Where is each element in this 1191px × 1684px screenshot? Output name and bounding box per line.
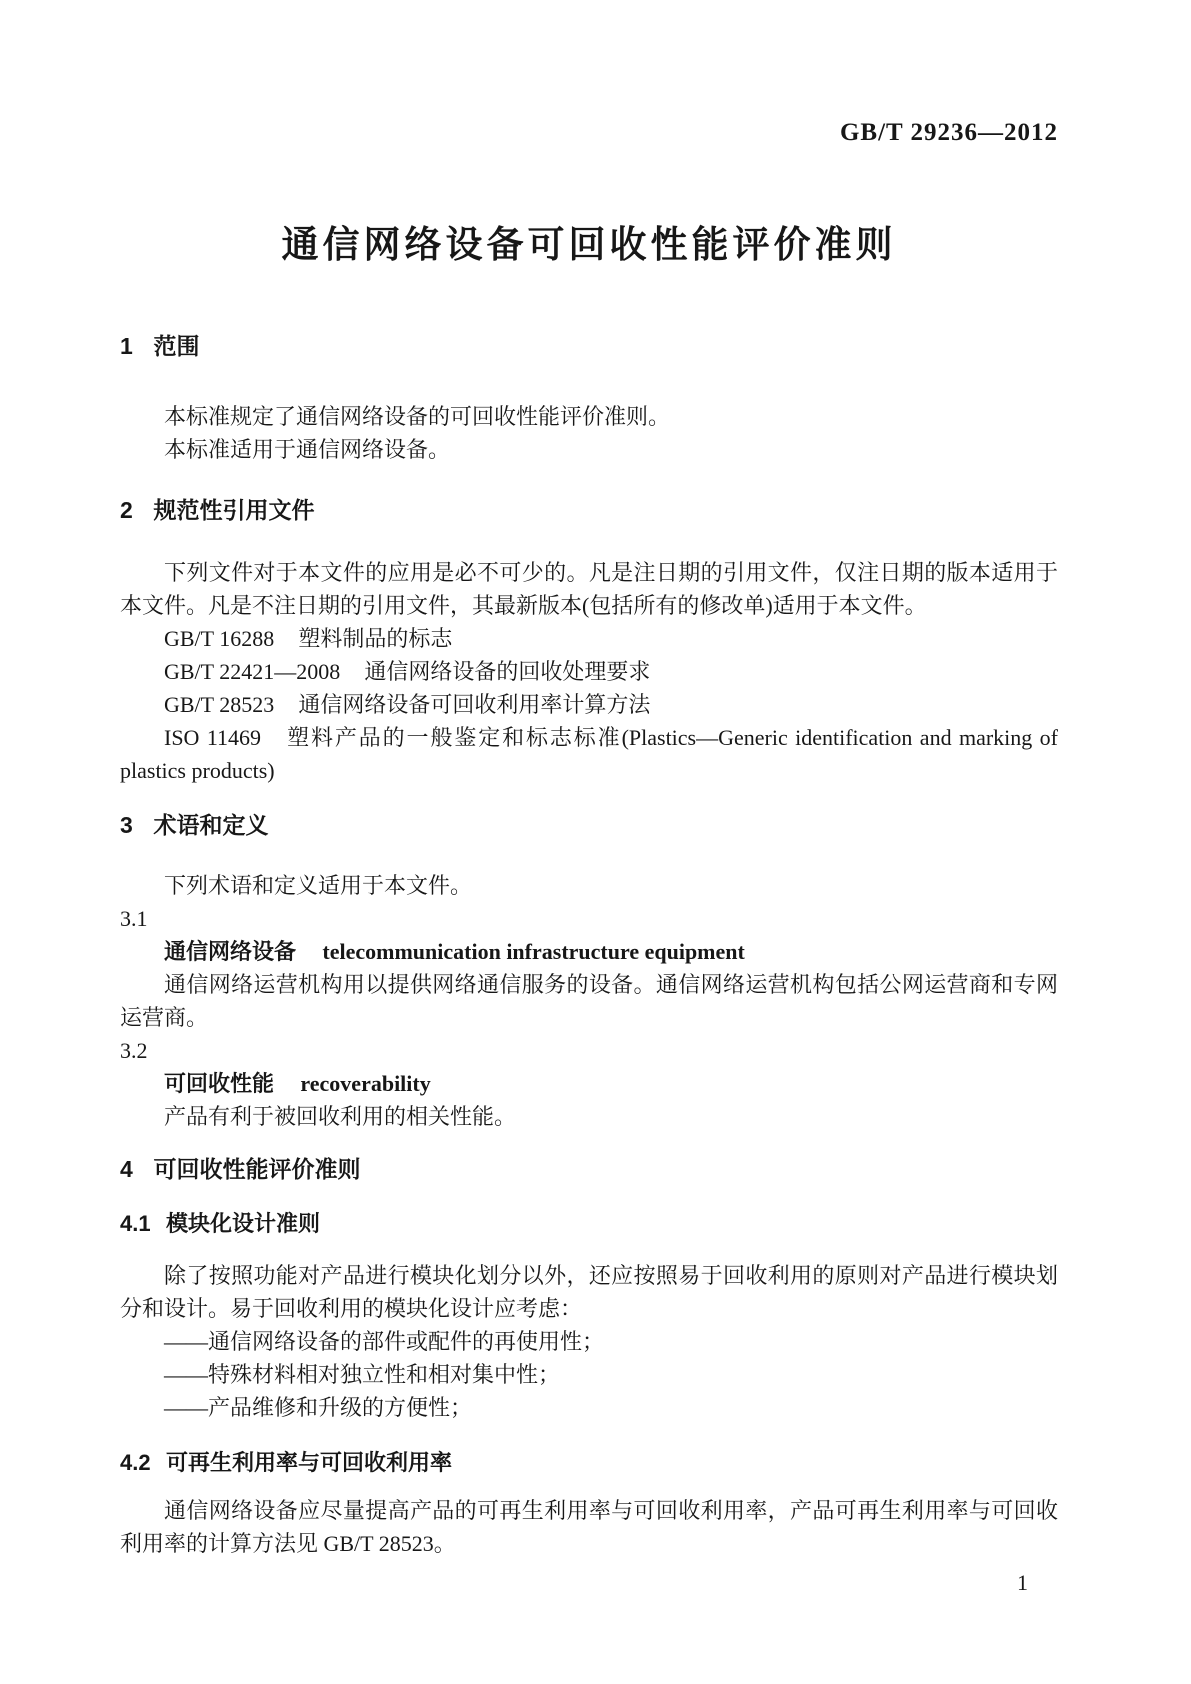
section-3-heading bbox=[120, 809, 1058, 841]
term-name-zh: 可回收性能 bbox=[164, 1071, 275, 1096]
reference-item bbox=[120, 688, 1058, 721]
reference-title: 塑料产品的一般鉴定和标志标准(Plastics—Generic identification and marking of plastics products) bbox=[120, 725, 1058, 783]
document-title: 通信网络设备可回收性能评价准则 bbox=[281, 224, 897, 265]
term-definition: 产品有利于被回收利用的相关性能。 bbox=[164, 1104, 517, 1129]
reference-title: 塑料制品的标志 bbox=[298, 626, 453, 651]
section-4-1-heading bbox=[120, 1209, 1058, 1239]
paragraph: 下列文件对于本文件的应用是必不可少的。凡是注日期的引用文件，仅注日期的版本适用于本文件。凡是不注日期的引用文件，其最新版本(包括所有的修改单)适用于本文件。 bbox=[120, 560, 1058, 618]
section-title: 术语和定义 bbox=[153, 812, 269, 838]
list-item: ——通信网络设备的部件或配件的再使用性； bbox=[164, 1329, 605, 1354]
list-item: ——特殊材料相对独立性和相对集中性； bbox=[164, 1362, 561, 1387]
reference-title: 通信网络设备的回收处理要求 bbox=[364, 659, 651, 684]
section-title: 规范性引用文件 bbox=[153, 497, 315, 523]
section-number: 4 bbox=[120, 1156, 133, 1182]
term-number: 3.2 bbox=[120, 1038, 148, 1063]
reference-item bbox=[120, 721, 1058, 787]
reference-code: ISO 11469 bbox=[164, 725, 262, 750]
reference-item bbox=[120, 622, 1058, 655]
reference-code: GB/T 16288 bbox=[164, 626, 275, 651]
section-4-heading bbox=[120, 1153, 1058, 1185]
paragraph: 通信网络设备应尽量提高产品的可再生利用率与可回收利用率，产品可再生利用率与可回收利用率的计算方法见 GB/T 28523。 bbox=[120, 1498, 1058, 1556]
paragraph: 本标准适用于通信网络设备。 bbox=[164, 437, 451, 462]
reference-item bbox=[120, 655, 1058, 688]
section-number: 4.1 bbox=[120, 1211, 151, 1236]
section-1-heading bbox=[120, 330, 1058, 362]
paragraph: 除了按照功能对产品进行模块化划分以外，还应按照易于回收利用的原则对产品进行模块划分和设计。易于回收利用的模块化设计应考虑： bbox=[120, 1263, 1058, 1321]
term-name bbox=[120, 1067, 1058, 1100]
section-number: 3 bbox=[120, 812, 133, 838]
section-title: 模块化设计准则 bbox=[165, 1211, 320, 1236]
list-item: ——产品维修和升级的方便性； bbox=[164, 1395, 473, 1420]
term-number: 3.1 bbox=[120, 906, 148, 931]
section-title: 可回收性能评价准则 bbox=[153, 1156, 361, 1182]
paragraph: 本标准规定了通信网络设备的可回收性能评价准则。 bbox=[164, 404, 671, 429]
section-2-heading bbox=[120, 494, 1058, 526]
paragraph: 下列术语和定义适用于本文件。 bbox=[164, 873, 473, 898]
term-name-zh: 通信网络设备 bbox=[164, 939, 297, 964]
section-title: 可再生利用率与可回收利用率 bbox=[165, 1450, 452, 1475]
section-number: 2 bbox=[120, 497, 133, 523]
standard-number: GB/T 29236—2012 bbox=[839, 119, 1058, 146]
reference-code: GB/T 28523 bbox=[164, 692, 275, 717]
term-name-en: telecommunication infrastructure equipment bbox=[322, 939, 745, 964]
section-number: 1 bbox=[120, 333, 133, 359]
reference-title: 通信网络设备可回收利用率计算方法 bbox=[298, 692, 651, 717]
section-title: 范围 bbox=[153, 333, 200, 359]
page-number: 1 bbox=[1017, 1570, 1028, 1595]
section-number: 4.2 bbox=[120, 1450, 151, 1475]
term-definition: 通信网络运营机构用以提供网络通信服务的设备。通信网络运营机构包括公网运营商和专网运营商。 bbox=[120, 972, 1058, 1030]
term-name bbox=[120, 935, 1058, 968]
reference-code: GB/T 22421—2008 bbox=[164, 659, 341, 684]
section-4-2-heading bbox=[120, 1448, 1058, 1478]
term-name-en: recoverability bbox=[300, 1071, 431, 1096]
